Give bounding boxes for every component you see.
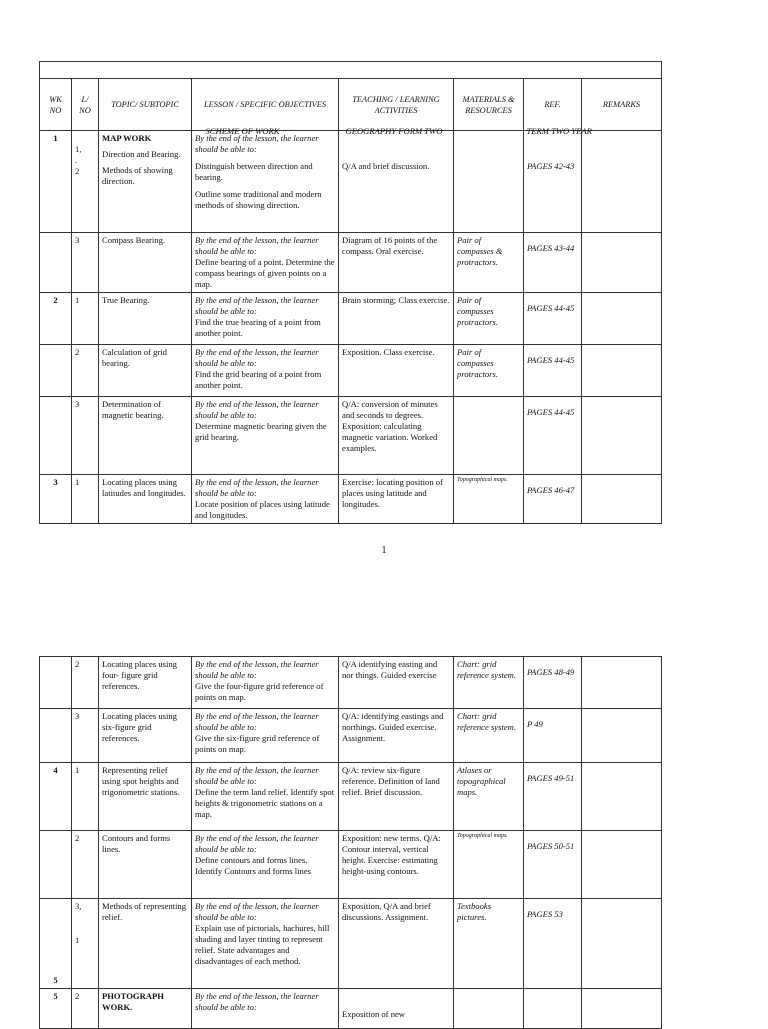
scheme-table-page-1 [39,61,662,524]
col-topic: TOPIC/ SUBTOPIC [99,79,192,131]
table-row: 2 Locating places using four- figure grid references. By the end of the lesson, the learner should be able to: Give the four-figure grid reference of points on map. Q/A identifying easting and nor things. Guided exercise Chart: grid reference system. PAGES 48-49 [40,657,662,709]
col-activities: TEACHING / LEARNING ACTIVITIES [339,79,454,131]
remarks-cell [582,131,662,233]
table-row [40,131,662,233]
lesson-cell: 1, . 2 [72,131,99,233]
activities-cell: Q/A and brief discussion. [339,131,454,233]
week-cell: 1 [40,131,72,233]
col-ref: REF. [524,79,582,131]
title-row: SCHEME OF WORK GEOGRAPHY FORM TWO TERM TWO YEAR [40,62,662,79]
objectives-cell: By the end of the lesson, the learner should be able to: Distinguish between direction and bearing. Outline some traditional and modern methods of showing direction. [192,131,339,233]
table-row: 3 1 Locating places using latitudes and longitudes. By the end of the lesson, the learner should be able to: Locate position of places using latitude and longitudes. Exercise: locating position of places using latitude and longitudes. Topographical maps. PAGES 46-47 [40,475,662,524]
topic-cell: MAP WORK Direction and Bearing. Methods of showing direction. [99,131,192,233]
table-row: 3 Locating places using six-figure grid references. By the end of the lesson, the learner should be able to: Give the six-figure grid reference of points on map. Q/A: identifying eastings and northings. Guided exercise. Assignment. Chart: grid reference system. P 49 [40,709,662,763]
col-objectives: LESSON / SPECIFIC OBJECTIVES [192,79,339,131]
table-row: 5 3, 1 Methods of representing relief. By the end of the lesson, the learner should be able to: Explain use of pictorials, hachures, hill shading and layer tinting to represent relief. State advantages and disadvantages of each method. Exposition, Q/A and brief discussions. Assignment. Textbooks pictures. PAGES 53 [40,899,662,989]
header-row [40,79,662,131]
table-row: 2 Calculation of grid bearing. By the end of the lesson, the learner should be able to: Find the grid bearing of a point from another point. Exposition. Class exercise. Pair of compasses protractors. PAGES 44-45 [40,345,662,397]
materials-cell [454,131,524,233]
ref-cell: PAGES 42-43 [524,131,582,233]
table-row: 4 1 Representing relief using spot heights and trigonometric stations. By the end of the lesson, the learner should be able to: Define the term land relief. Identify spot heights & trigonometric stations on a map. Q/A: review six-figure reference. Definition of land relief. Brief discussion. Atlases or topographical maps. PAGES 49-51 [40,763,662,831]
col-ln: L/ NO [72,79,99,131]
table-row: 3 Determination of magnetic bearing. By the end of the lesson, the learner should be able to: Determine magnetic bearing given the grid bearing. Q/A: conversion of minutes and seconds to degrees. Exposition: calculating magnetic variation. Worked examples. PAGES 44-45 [40,397,662,475]
table-row: 2 1 True Bearing. By the end of the lesson, the learner should be able to: Find the true bearing of a point from another point. Brain storming; Class exercise. Pair of compasses protractors. PAGES 44-45 [40,293,662,345]
table-row: 2 Contours and forms lines. By the end of the lesson, the learner should be able to: Define contours and forms lines. Identify Contours and forms lines Exposition: new terms. Q/A: Contour interval, vertical height. Exercise: estimating height-using contours. Topographical maps. PAGES 50-51 [40,831,662,899]
col-remarks: REMARKS [582,79,662,131]
scheme-table-page-2 [39,656,662,1029]
table-row: 3 Compass Bearing. By the end of the lesson, the learner should be able to: Define bearing of a point. Determine the compass bearings of given points on a map. Diagram of 16 points of the compass. Oral exercise. Pair of compasses & protractors. PAGES 43-44 [40,233,662,293]
col-wk: WK NO [40,79,72,131]
table-row: 5 2 PHOTOGRAPH WORK. By the end of the lesson, the learner should be able to: Exposition of new [40,989,662,1029]
page-number: 1 [381,545,387,556]
col-materials: MATERIALS & RESOURCES [454,79,524,131]
